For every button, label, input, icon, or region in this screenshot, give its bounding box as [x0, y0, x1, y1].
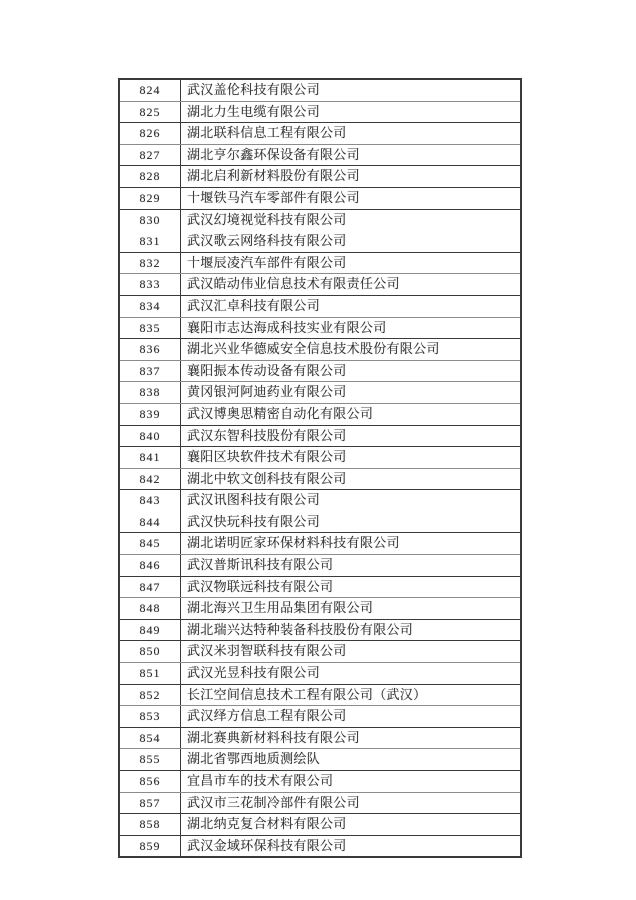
row-number-cell: 847: [119, 576, 181, 598]
company-name-cell: 武汉博奥思精密自动化有限公司: [181, 403, 522, 425]
row-number-cell: 848: [119, 598, 181, 620]
company-name-cell: 湖北联科信息工程有限公司: [181, 123, 522, 145]
row-number-cell: 825: [119, 101, 181, 123]
row-number-cell: 826: [119, 123, 181, 145]
row-number-cell: 852: [119, 684, 181, 706]
row-number-cell: 832: [119, 252, 181, 274]
company-name-cell: 湖北省鄂西地质测绘队: [181, 749, 522, 771]
row-number-cell: 841: [119, 447, 181, 469]
table-row: [119, 123, 521, 145]
table-row: [119, 209, 521, 231]
table-row: [119, 317, 521, 339]
row-number-cell: 845: [119, 533, 181, 555]
table-row: [119, 598, 521, 620]
company-name-cell: 武汉金域环保科技有限公司: [187, 837, 347, 853]
table-row: [119, 425, 521, 447]
company-name-cell: 湖北启利新材料股份有限公司: [181, 166, 522, 188]
company-name-cell: 湖北诺明匠家环保材料科技有限公司: [181, 533, 522, 555]
company-name-cell: 武汉汇卓科技有限公司: [181, 295, 522, 317]
row-number-cell: 835: [119, 317, 181, 339]
table-row: [119, 360, 521, 382]
table-row: [119, 101, 521, 123]
table-row: [119, 814, 521, 836]
table-row: [119, 619, 521, 641]
row-number-cell: 831: [119, 231, 181, 253]
company-name-cell: 湖北瑞兴达特种装备科技股份有限公司: [181, 619, 522, 641]
company-name-cell: 武汉快玩科技有限公司: [181, 511, 522, 533]
table-row: [119, 295, 521, 317]
company-name-cell: 十堰铁马汽车零部件有限公司: [181, 187, 522, 209]
row-number-cell: 846: [119, 555, 181, 577]
row-number-cell: 828: [119, 166, 181, 188]
row-number-cell: 855: [119, 749, 181, 771]
row-number-cell: 850: [119, 641, 181, 663]
row-number-cell: 839: [119, 403, 181, 425]
table-row: [119, 835, 521, 857]
row-number-cell: 824: [119, 79, 181, 101]
row-number-cell: 833: [119, 274, 181, 296]
row-number-cell: 859: [119, 835, 181, 857]
table-row: [119, 727, 521, 749]
row-number-cell: 836: [119, 339, 181, 361]
company-name-cell: 湖北力生电缆有限公司: [181, 101, 522, 123]
table-row: [119, 533, 521, 555]
table-row: [119, 771, 521, 793]
table-row: [119, 555, 521, 577]
row-number-cell: 837: [119, 360, 181, 382]
row-number-cell: 844: [119, 511, 181, 533]
company-name-cell: 十堰辰凌汽车部件有限公司: [181, 252, 522, 274]
company-name-cell: 湖北纳克复合材料有限公司: [181, 814, 522, 836]
company-name-cell: 武汉讯图科技有限公司: [187, 492, 321, 508]
row-number-cell: 849: [119, 619, 181, 641]
company-name-cell: 襄阳市志达海成科技实业有限公司: [181, 317, 522, 339]
row-number-cell: 827: [119, 144, 181, 166]
table-row: [119, 468, 521, 490]
table-row: [119, 231, 521, 253]
table-row: [119, 684, 521, 706]
company-name-cell: 湖北海兴卫生用品集团有限公司: [181, 598, 522, 620]
company-name-cell: 湖北中软文创科技有限公司: [181, 468, 522, 490]
company-name-cell: 武汉皓动伟业信息技术有限责任公司: [181, 274, 522, 296]
company-name-cell: 湖北亨尔鑫环保设备有限公司: [181, 144, 522, 166]
company-name-cell: 武汉幻境视觉科技有限公司: [187, 211, 347, 227]
row-number-cell: 840: [119, 425, 181, 447]
company-name-cell: 黄冈银河阿迪药业有限公司: [181, 382, 522, 404]
row-number-cell: 834: [119, 295, 181, 317]
table-row: [119, 166, 521, 188]
company-table-body: [119, 79, 521, 857]
table-row: [119, 382, 521, 404]
row-number-cell: 843: [119, 490, 181, 512]
row-number-cell: 851: [119, 663, 181, 685]
table-row: [119, 641, 521, 663]
table-row: [119, 749, 521, 771]
row-number-cell: 853: [119, 706, 181, 728]
company-name-cell: 宜昌市车的技术有限公司: [181, 771, 522, 793]
company-name-cell: 襄阳振本传动设备有限公司: [181, 360, 522, 382]
company-table: [118, 78, 522, 858]
table-row: [119, 576, 521, 598]
table-row: [119, 490, 521, 512]
table-row: [119, 79, 521, 101]
row-number-cell: 838: [119, 382, 181, 404]
company-name-cell: 武汉米羽智联科技有限公司: [181, 641, 522, 663]
company-name-cell: 武汉盖伦科技有限公司: [181, 79, 522, 101]
company-name-cell: 湖北兴业华德威安全信息技术股份有限公司: [181, 339, 522, 361]
row-number-cell: 858: [119, 814, 181, 836]
company-name-cell: 武汉歌云网络科技有限公司: [181, 231, 522, 253]
company-name-cell: 武汉绎方信息工程有限公司: [181, 706, 522, 728]
company-name-cell: 武汉东智科技股份有限公司: [181, 425, 522, 447]
company-name-cell: 武汉物联远科技有限公司: [181, 576, 522, 598]
table-row: [119, 792, 521, 814]
row-number-cell: 830: [119, 209, 181, 231]
company-name-cell: 长江空间信息技术工程有限公司（武汉）: [181, 684, 522, 706]
table-row: [119, 403, 521, 425]
row-number-cell: 842: [119, 468, 181, 490]
table-row: [119, 144, 521, 166]
table-row: [119, 447, 521, 469]
company-name-cell: 武汉普斯讯科技有限公司: [181, 555, 522, 577]
table-row: [119, 252, 521, 274]
company-name-cell: 武汉市三花制冷部件有限公司: [181, 792, 522, 814]
company-name-cell: 湖北赛典新材料科技有限公司: [181, 727, 522, 749]
company-name-cell: 武汉光昱科技有限公司: [181, 663, 522, 685]
company-name-cell: 襄阳区块软件技术有限公司: [181, 447, 522, 469]
row-number-cell: 857: [119, 792, 181, 814]
table-row: [119, 339, 521, 361]
table-row: [119, 187, 521, 209]
row-number-cell: 854: [119, 727, 181, 749]
table-row: [119, 274, 521, 296]
table-row: [119, 663, 521, 685]
row-number-cell: 856: [119, 771, 181, 793]
row-number-cell: 829: [119, 187, 181, 209]
table-row: [119, 706, 521, 728]
table-row: [119, 511, 521, 533]
